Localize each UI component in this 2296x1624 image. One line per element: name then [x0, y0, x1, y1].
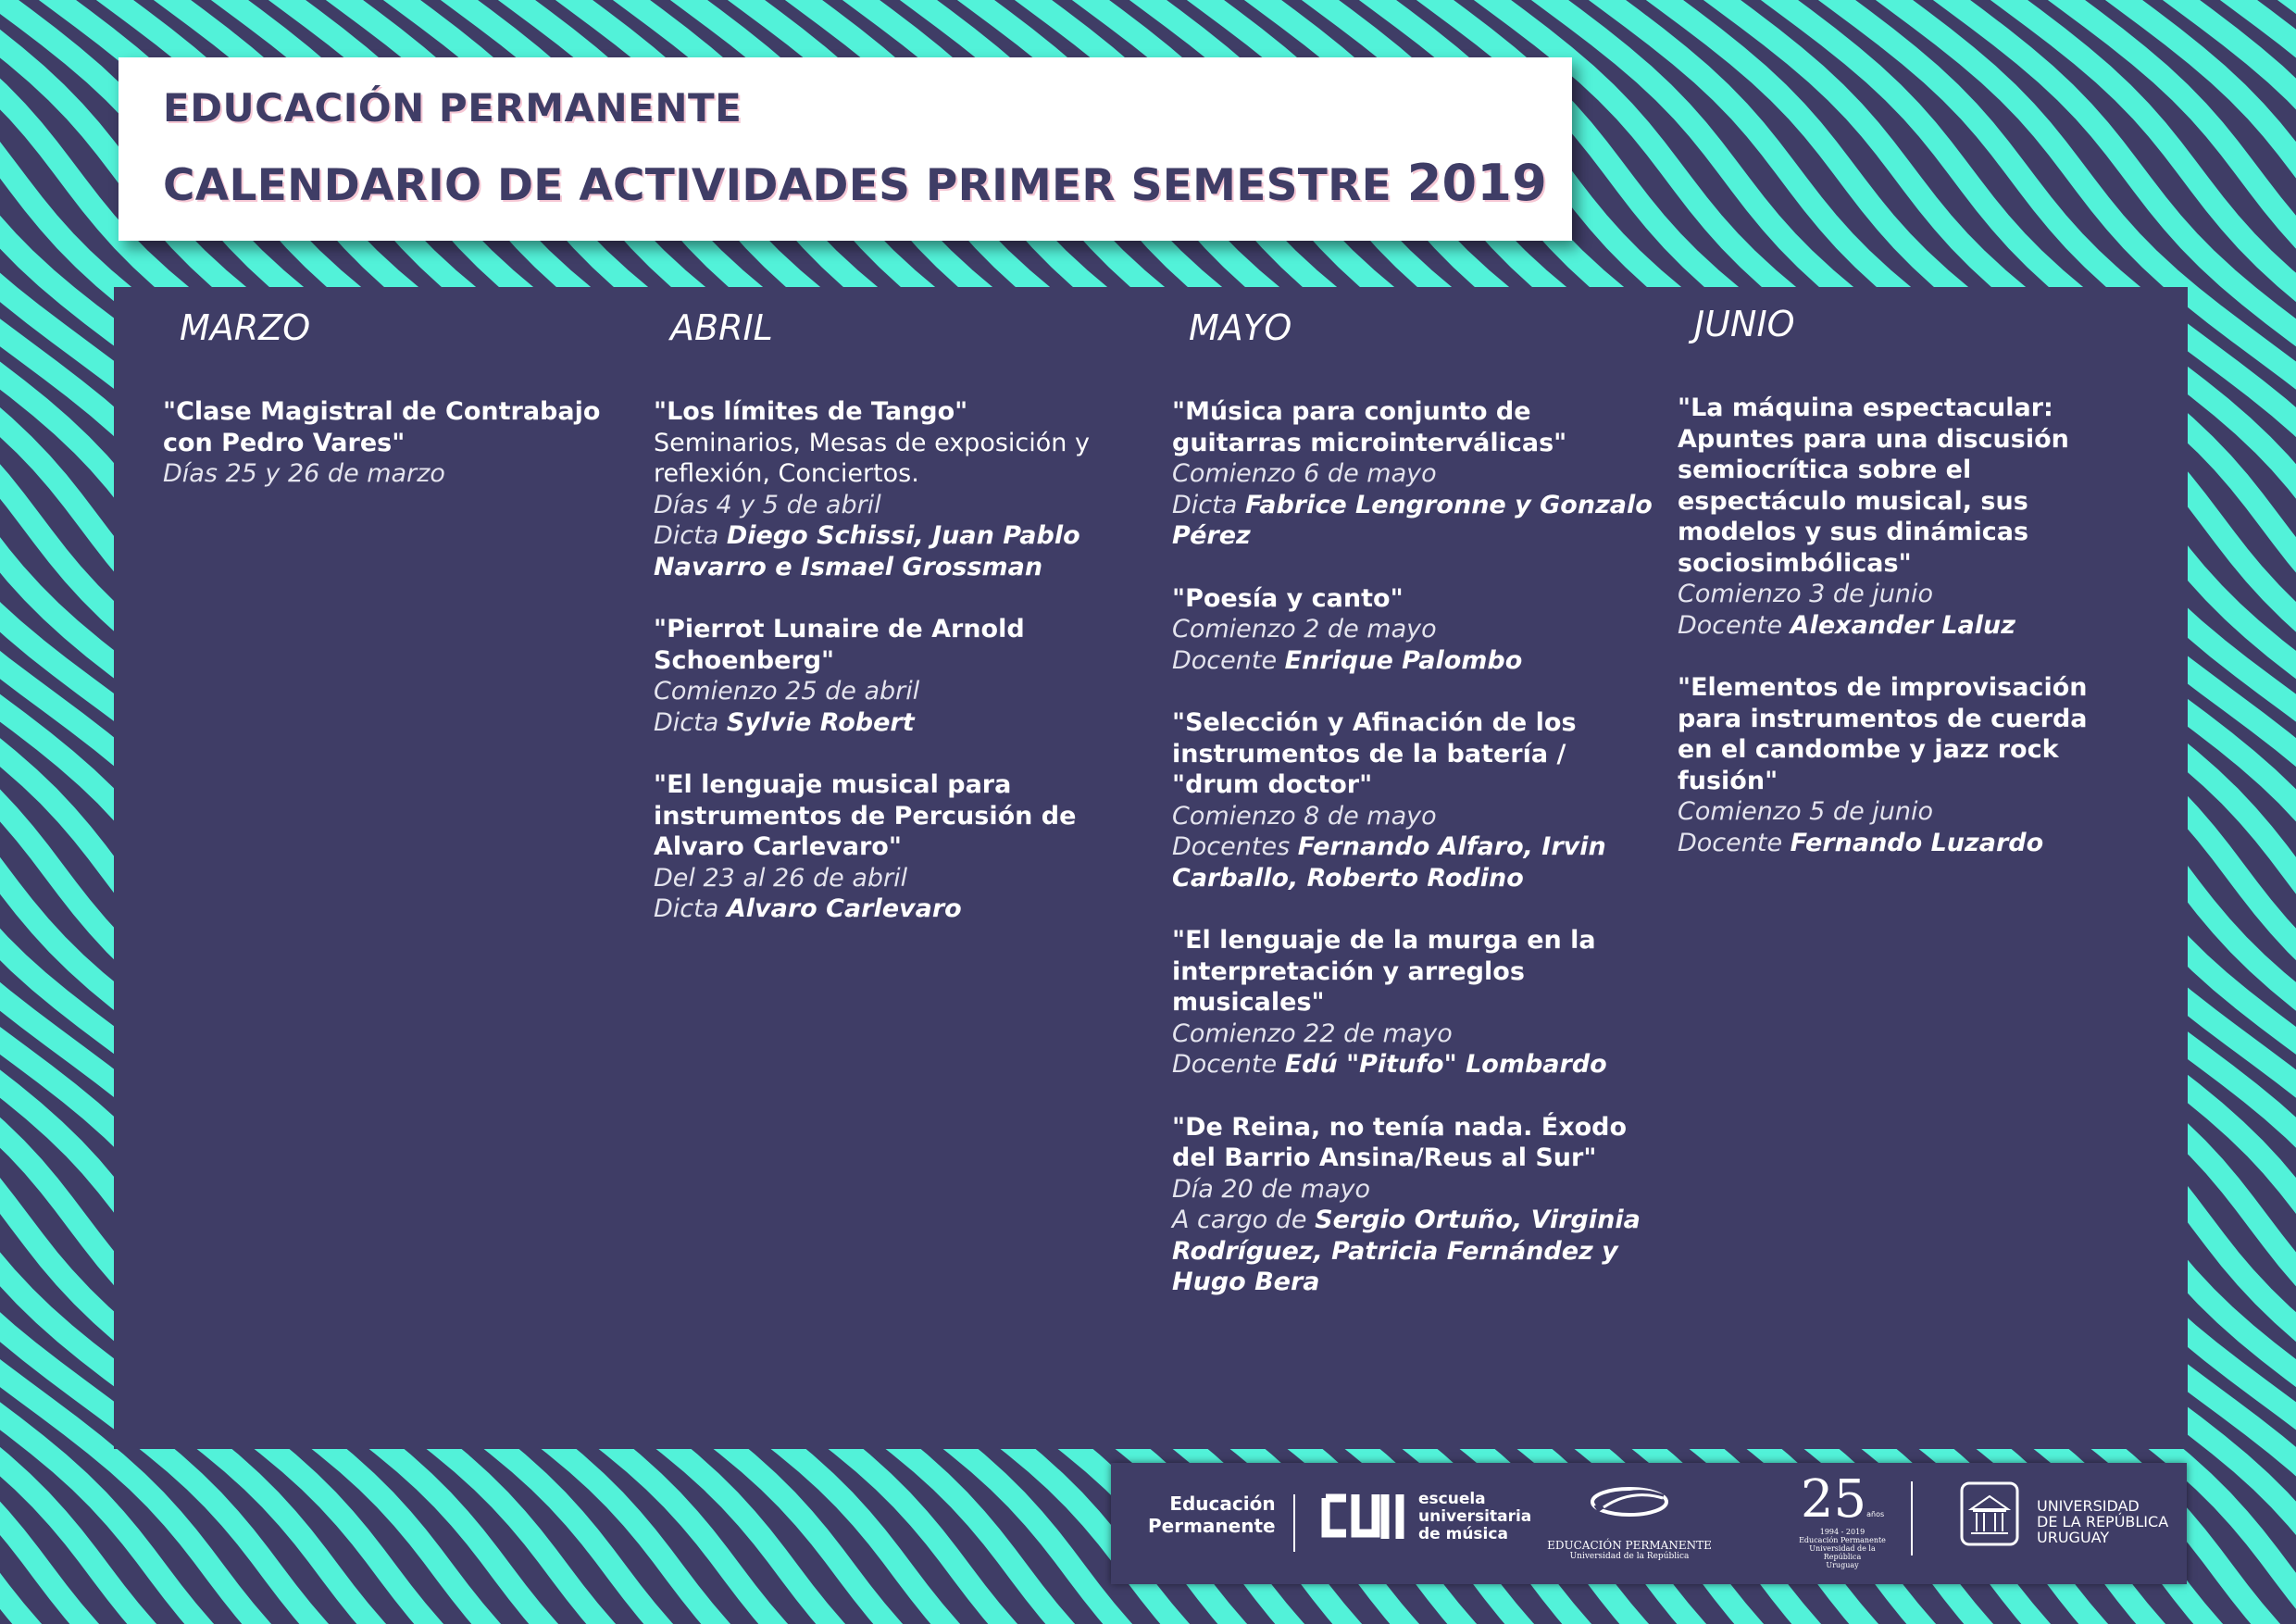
ep-logo-caption [1546, 1539, 1713, 1561]
event-title: "Poesía y canto" [1172, 583, 1404, 613]
event-instructors [1678, 610, 2122, 642]
event-title: "Elementos de improvisación para instrumentos de cuerda en el candombe y jazz rock fusión" [1678, 673, 2088, 795]
instructor-role: Dicta [654, 894, 719, 923]
event-item [654, 396, 1154, 582]
anniversary-years: 1994 - 2019 [1819, 1528, 1866, 1536]
eum-line1: escuela [1418, 1490, 1486, 1508]
event-instructors [654, 707, 1154, 739]
instructor-role: Dicta [654, 521, 719, 550]
instructor-role: Docente [1172, 645, 1278, 675]
event-item [1678, 393, 2122, 641]
anniversary-word: años [1866, 1510, 1885, 1518]
event-item [1172, 707, 1653, 893]
section-title: EDUCACIÓN PERMANENTE [163, 85, 742, 131]
event-title: "Pierrot Lunaire de Arnold Schoenberg" [654, 615, 1025, 675]
event-date: Comienzo 5 de junio [1678, 797, 1934, 826]
event-title: "El lenguaje de la murga en la interpretación y arreglos musicales" [1172, 926, 1596, 1017]
instructor-role: Dicta [654, 707, 719, 737]
anniversary-caption3: Uruguay [1826, 1561, 1859, 1569]
udelar-logo-text [2037, 1498, 2168, 1545]
event-title: "El lenguaje musical para instrumentos de Percusión de Alvaro Carlevaro" [654, 770, 1077, 861]
event-date: Del 23 al 26 de abril [654, 863, 908, 893]
instructor-role: Docente [1678, 610, 1783, 640]
instructor-names: Fabrice Lengronne y Gonzalo Pérez [1172, 490, 1653, 550]
udelar-line2: DE LA REPÚBLICA [2037, 1513, 2169, 1530]
event-item [654, 769, 1154, 925]
ep-line2: Permanente [1148, 1515, 1276, 1537]
instructor-role: Docentes [1172, 832, 1291, 861]
page-title-text: CALENDARIO DE ACTIVIDADES PRIMER SEMESTRE [163, 160, 1392, 211]
event-date: Días 4 y 5 de abril [654, 490, 881, 519]
anniversary-caption [1791, 1528, 1893, 1569]
event-instructors [654, 893, 1154, 925]
month-column-mayo [1172, 307, 1653, 1330]
event-item [1678, 672, 2122, 858]
instructor-names: Sergio Ortuño, Virginia Rodríguez, Patricia Fernández y Hugo Bera [1172, 1206, 1641, 1296]
month-column-junio [1678, 304, 2122, 890]
event-instructors [654, 520, 1154, 582]
event-date: Comienzo 6 de mayo [1172, 459, 1437, 488]
event-date: Comienzo 22 de mayo [1172, 1018, 1453, 1048]
ep-logo-caption1: EDUCACIÓN PERMANENTE [1547, 1539, 1712, 1552]
event-title: "Los límites de Tango" [654, 397, 968, 426]
anniversary-logo [1791, 1469, 1893, 1569]
instructor-names: Sylvie Robert [726, 707, 915, 737]
educacion-permanente-label [1148, 1493, 1276, 1537]
event-date: Comienzo 8 de mayo [1172, 801, 1437, 831]
event-item [163, 396, 644, 490]
page-title [163, 154, 1547, 212]
title-box [119, 57, 1572, 241]
instructor-role: A cargo de [1172, 1206, 1307, 1234]
instructor-names: Fernando Luzardo [1790, 828, 2044, 857]
event-title: "La máquina espectacular: Apuntes para una discusión semiocrítica sobre el espectáculo musical, sus modelos y sus dinámicas sociosimbólicas" [1678, 394, 2069, 578]
event-title: "Selección y Afinación de los instrumentos de la batería / "drum doctor" [1172, 708, 1577, 799]
udelar-line1: UNIVERSIDAD [2037, 1497, 2140, 1515]
event-date: Comienzo 3 de junio [1678, 580, 1934, 608]
udelar-line3: URUGUAY [2037, 1529, 2110, 1546]
event-title: "Música para conjunto de guitarras microinterválicas" [1172, 397, 1567, 457]
event-date: Comienzo 2 de mayo [1172, 615, 1437, 643]
event-instructors [1172, 490, 1653, 552]
event-item [1172, 925, 1653, 1081]
instructor-names: Edú "Pitufo" Lombardo [1284, 1050, 1607, 1079]
eum-line2: universitaria [1418, 1507, 1532, 1526]
udelar-building-icon [1960, 1481, 2019, 1548]
anniversary-caption2: Universidad de la República [1809, 1544, 1876, 1561]
page-title-year: 2019 [1406, 154, 1548, 212]
event-instructors [1172, 1205, 1653, 1298]
event-instructors [1678, 828, 2122, 859]
logo-divider [1911, 1481, 1913, 1555]
month-heading: JUNIO [1694, 304, 1795, 344]
instructor-names: Alexander Laluz [1790, 610, 2015, 640]
eum-line3: de música [1418, 1525, 1508, 1543]
event-instructors [1172, 1049, 1653, 1081]
educacion-permanente-logo-icon [1583, 1480, 1676, 1526]
month-heading: MARZO [180, 307, 311, 348]
event-item [1172, 396, 1653, 552]
anniversary-number: 25 [1800, 1469, 1867, 1530]
instructor-names: Enrique Palombo [1284, 645, 1523, 675]
anniversary-caption1: Educación Permanente [1799, 1536, 1886, 1544]
month-column-marzo [163, 307, 644, 521]
instructor-names: Fernando Alfaro, Irvin Carballo, Roberto Rodino [1172, 832, 1606, 893]
instructor-names: Diego Schissi, Juan Pablo Navarro e Ismael Grossman [654, 521, 1080, 581]
instructor-role: Docente [1678, 828, 1783, 857]
event-date: Días 25 y 26 de marzo [163, 459, 445, 488]
instructor-role: Dicta [1172, 490, 1238, 519]
month-heading: ABRIL [670, 307, 773, 348]
event-item [1172, 1112, 1653, 1298]
ep-logo-caption2: Universidad de la República [1569, 1552, 1690, 1561]
event-instructors [1172, 831, 1653, 893]
event-instructors [1172, 645, 1653, 677]
ep-line1: Educación [1169, 1493, 1276, 1515]
event-title: "Clase Magistral de Contrabajo con Pedro Vares" [163, 397, 601, 457]
event-item [1172, 583, 1653, 677]
instructor-role: Docente [1172, 1050, 1278, 1079]
month-column-abril [654, 307, 1154, 956]
eum-logo-icon [1318, 1489, 1411, 1544]
event-date: Comienzo 25 de abril [654, 677, 920, 706]
event-date: Día 20 de mayo [1172, 1174, 1371, 1204]
logo-footer [1111, 1463, 2187, 1584]
event-description: Seminarios, Mesas de exposición y reflexión, Conciertos. [654, 428, 1090, 488]
eum-logo-text [1418, 1491, 1531, 1543]
instructor-names: Alvaro Carlevaro [726, 894, 962, 923]
event-item [654, 614, 1154, 738]
event-title: "De Reina, no tenía nada. Éxodo del Barrio Ansina/Reus al Sur" [1172, 1112, 1628, 1172]
logo-divider [1293, 1494, 1295, 1552]
month-heading: MAYO [1189, 307, 1292, 348]
